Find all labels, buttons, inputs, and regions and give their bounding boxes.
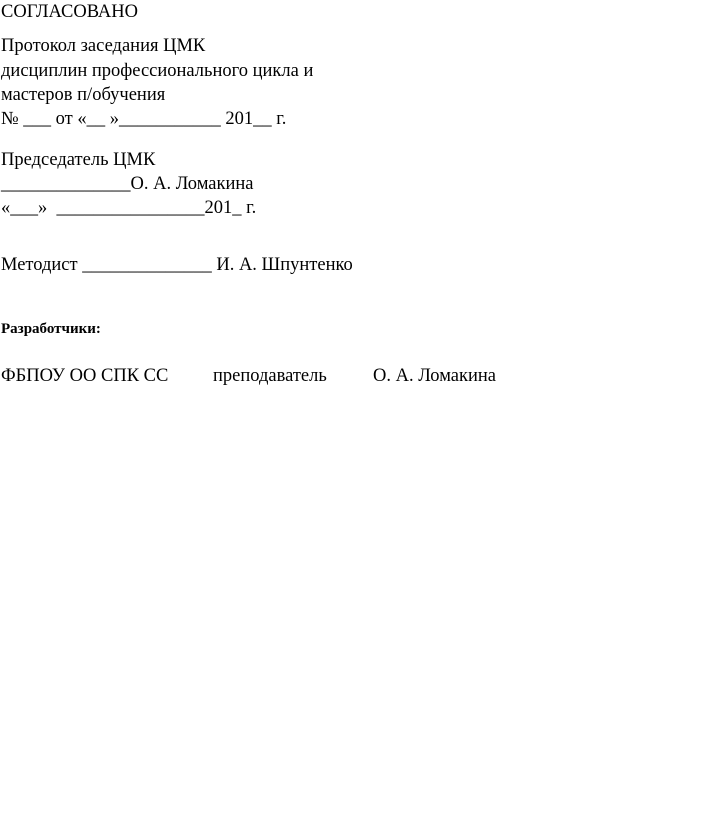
- methodist-line: Методист ______________ И. А. Шпунтенко: [1, 255, 353, 275]
- developers-heading: Разработчики:: [1, 321, 101, 337]
- chair-date-line: «___» ________________201_ г.: [1, 198, 257, 218]
- protocol-number-line: № ___ от «__ »___________ 201__ г.: [1, 109, 287, 129]
- chair-title: Председатель ЦМК: [1, 150, 156, 170]
- protocol-line-2: дисциплин профессионального цикла и: [1, 61, 314, 81]
- chair-signature-line: ______________О. А. Ломакина: [1, 174, 254, 194]
- protocol-line-3: мастеров п/обучения: [1, 85, 166, 105]
- protocol-line-1: Протокол заседания ЦМК: [1, 36, 206, 56]
- developer-position: преподаватель: [213, 366, 327, 386]
- developer-organization: ФБПОУ ОО СПК СС: [1, 366, 169, 386]
- approval-heading: СОГЛАСОВАНО: [1, 2, 138, 22]
- developer-name: О. А. Ломакина: [373, 366, 496, 386]
